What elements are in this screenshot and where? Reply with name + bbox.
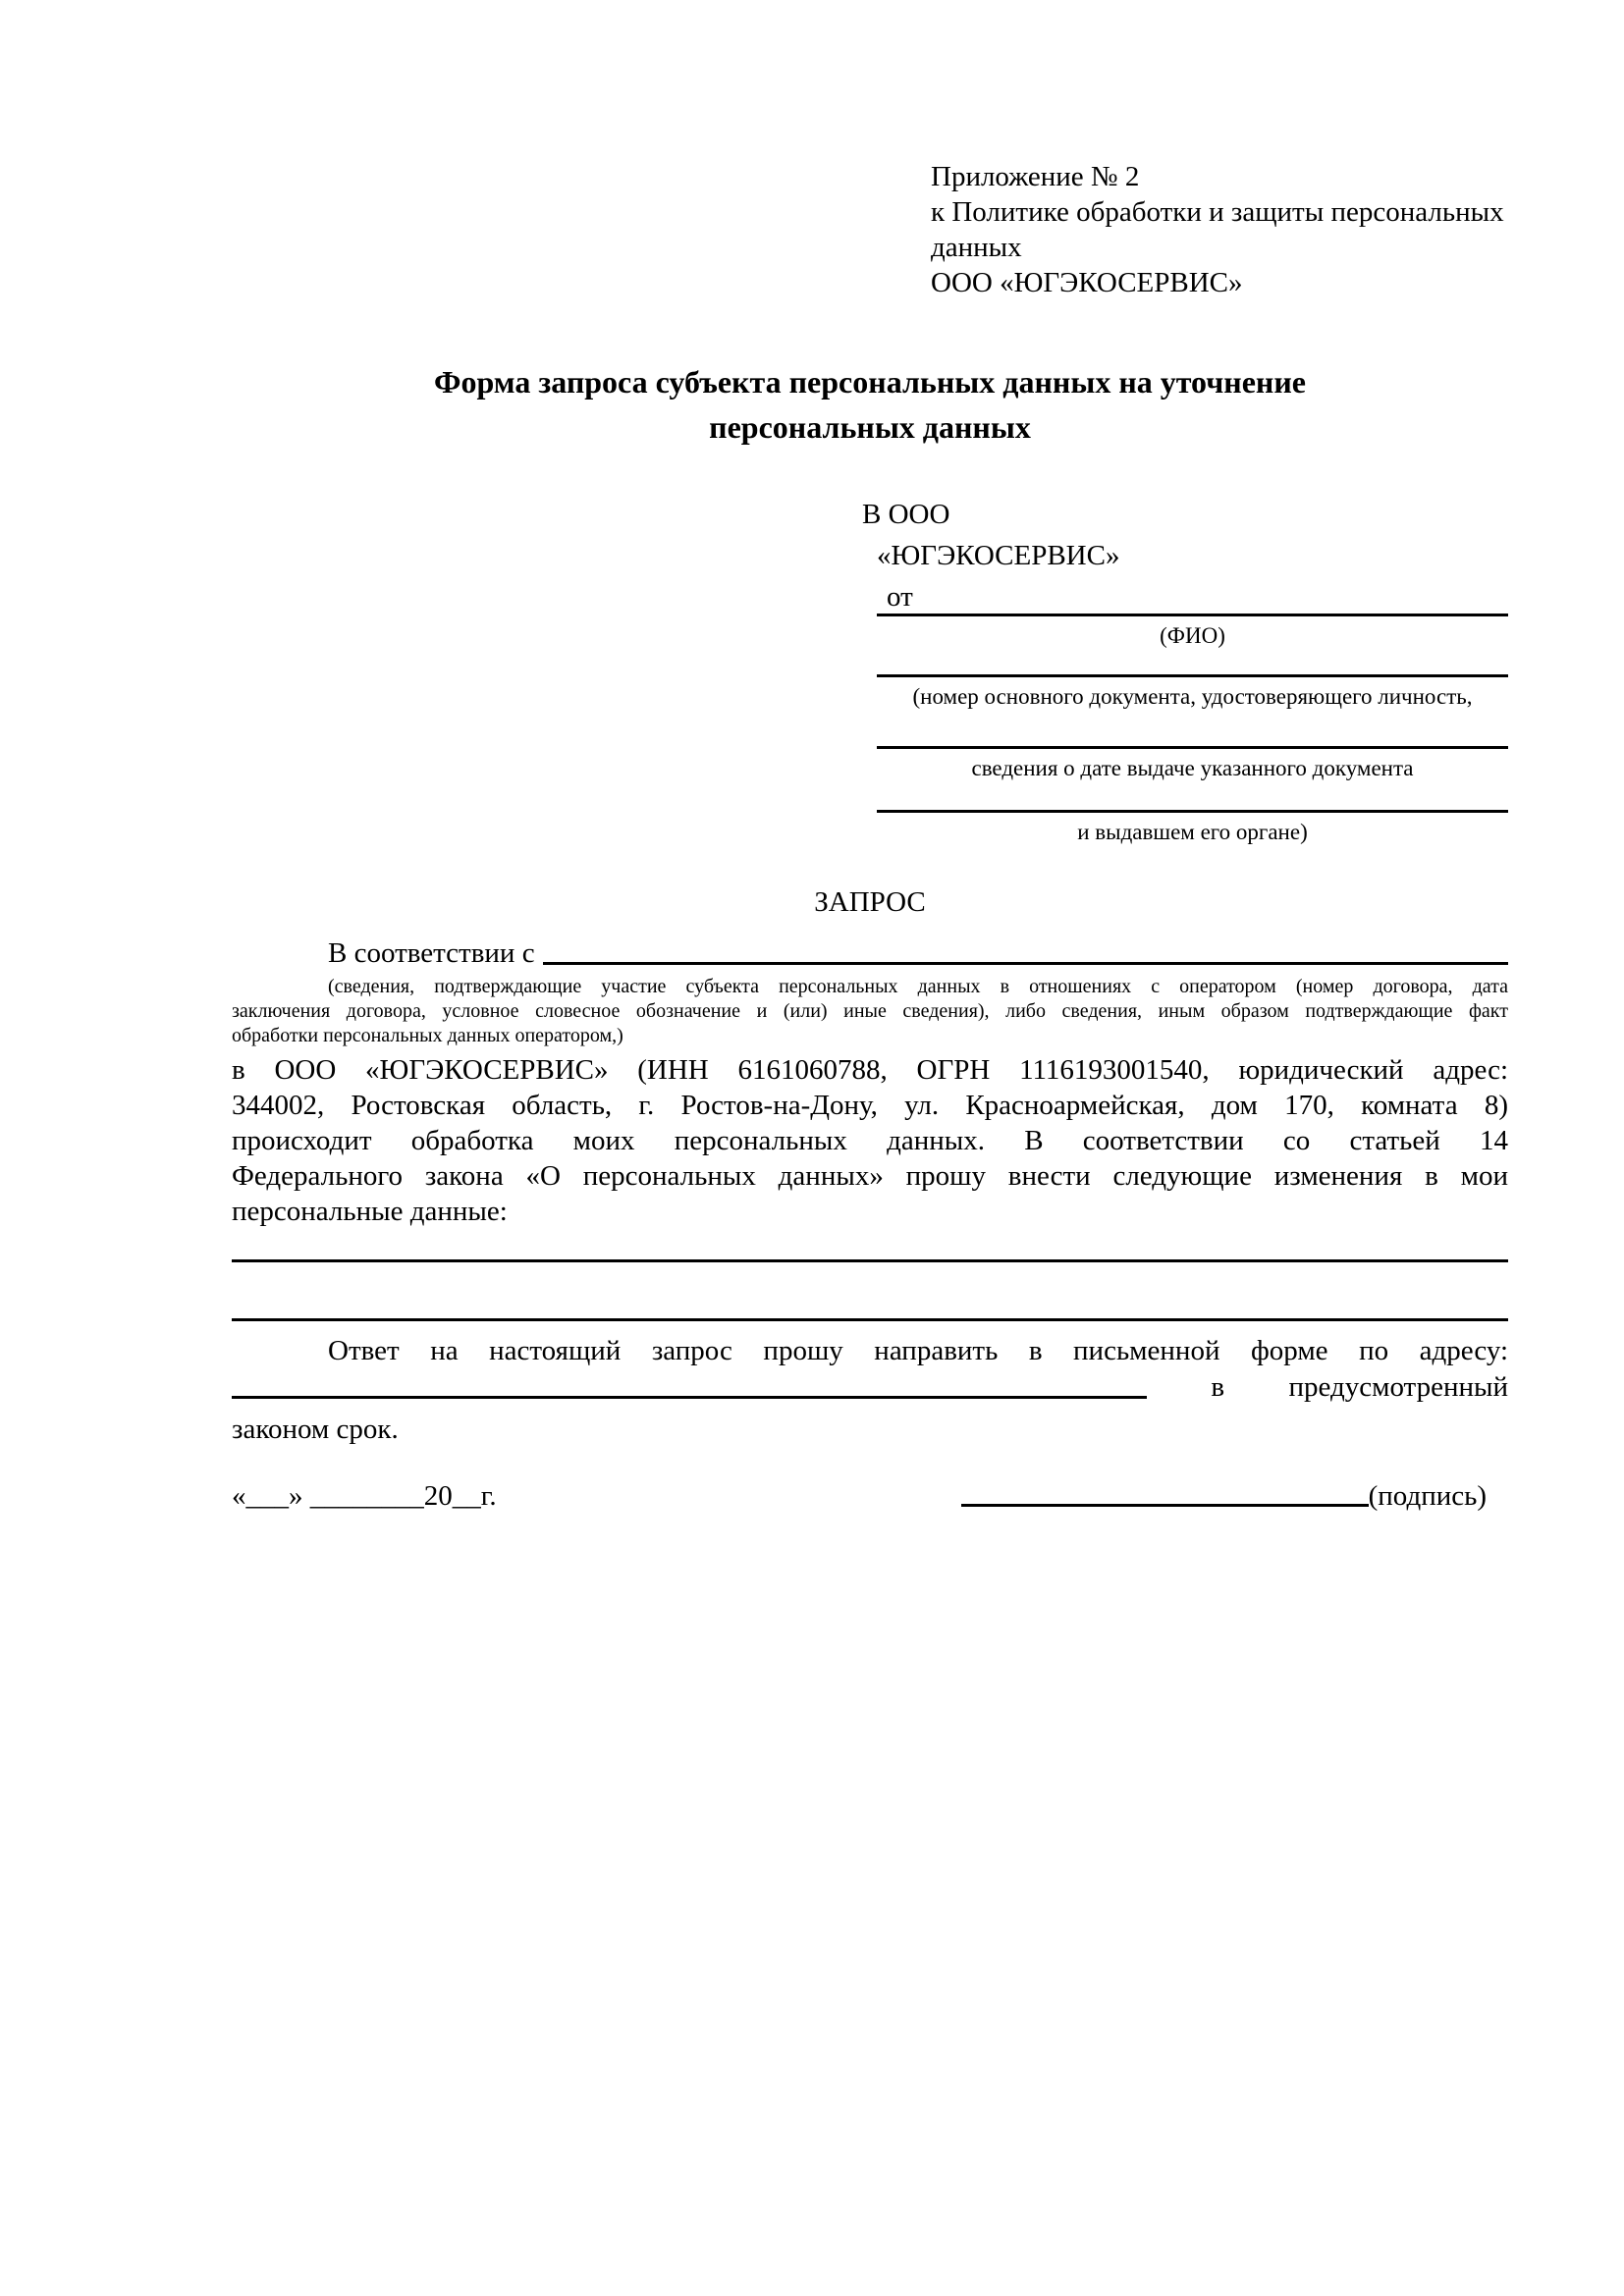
document-title-wrap [232,359,1508,450]
reply-word-v: в [1211,1371,1225,1403]
body-line: в ООО «ЮГЭКОСЕРВИС» (ИНН 6161060788, ОГРН 1116193001540, юридический адрес: [232,1054,1508,1086]
reply-address-blank-line [232,1396,1147,1399]
body-line: 344002, Ростовская область, г. Ростов-на-Дону, ул. Красноармейская, дом 170, комната 8) [232,1090,1508,1121]
body-line: персональные данные: [232,1196,508,1227]
document-title: Форма запроса субъекта персональных данных на уточнение персональных данных [434,364,1306,445]
appendix-note [931,159,1559,300]
appendix-line: ООО «ЮГЭКОСЕРВИС» [931,267,1243,298]
basis-intro-label: В соответствии с [328,937,535,969]
date-blank-text: «___» ________20__г. [232,1480,497,1512]
changes-blank-line-2 [232,1318,1508,1321]
doc-issuer-blank-line [877,810,1508,813]
footnote-line: (сведения, подтверждающие участие субъекта персональных данных в отношениях с оператором (номер договора, дата [328,976,1508,997]
basis-blank-line [543,962,1508,965]
body-line: происходит обработка моих персональных данных. В соответствии со статьей 14 [232,1125,1508,1156]
signoff-row [232,1480,1508,1513]
addressee-block [862,494,1119,617]
changes-blank-line-1 [232,1259,1508,1262]
footnote-line: обработки персональных данных оператором,) [232,1025,623,1046]
reply-closing: законом срок. [232,1414,399,1445]
appendix-line: к Политике обработки и защиты персональных данных [931,196,1504,263]
signature-group [961,1480,1487,1513]
doc-issue-date-caption: сведения о дате выдаче указанного документа [971,756,1414,780]
addressee-to-line1: В ООО [862,499,950,530]
fio-blank-line [877,614,1508,616]
footnote-line: заключения договора, условное словесное обозначение и (или) иные сведения), либо сведения, иным образом подтверждающие факт [232,1000,1508,1022]
request-body [232,1052,1508,1229]
reply-word-predusmotrenny: предусмотренный [1288,1371,1508,1403]
appendix-line: Приложение № 2 [931,161,1140,192]
basis-intro-row [232,931,1508,970]
request-heading: ЗАПРОС [814,886,926,918]
signature-blank-line [961,1504,1369,1507]
doc-issue-date-blank-line [877,746,1508,749]
body-line: Федерального закона «О персональных данных» прошу внести следующие изменения в мои [232,1160,1508,1192]
basis-footnote [232,975,1508,1048]
doc-issuer-caption: и выдавшем его органе) [1077,820,1308,844]
addressee-from-label: от [887,581,913,613]
addressee-to-line2: «ЮГЭКОСЕРВИС» [877,540,1120,571]
doc-number-blank-line [877,674,1508,677]
reply-address-row [232,1368,1508,1404]
reply-intro-line: Ответ на настоящий запрос прошу направить в письменной форме по адресу: [328,1335,1508,1366]
fio-caption: (ФИО) [1160,623,1225,648]
doc-number-caption: (номер основного документа, удостоверяющего личность, [912,684,1473,709]
signature-caption: (подпись) [1368,1480,1487,1512]
